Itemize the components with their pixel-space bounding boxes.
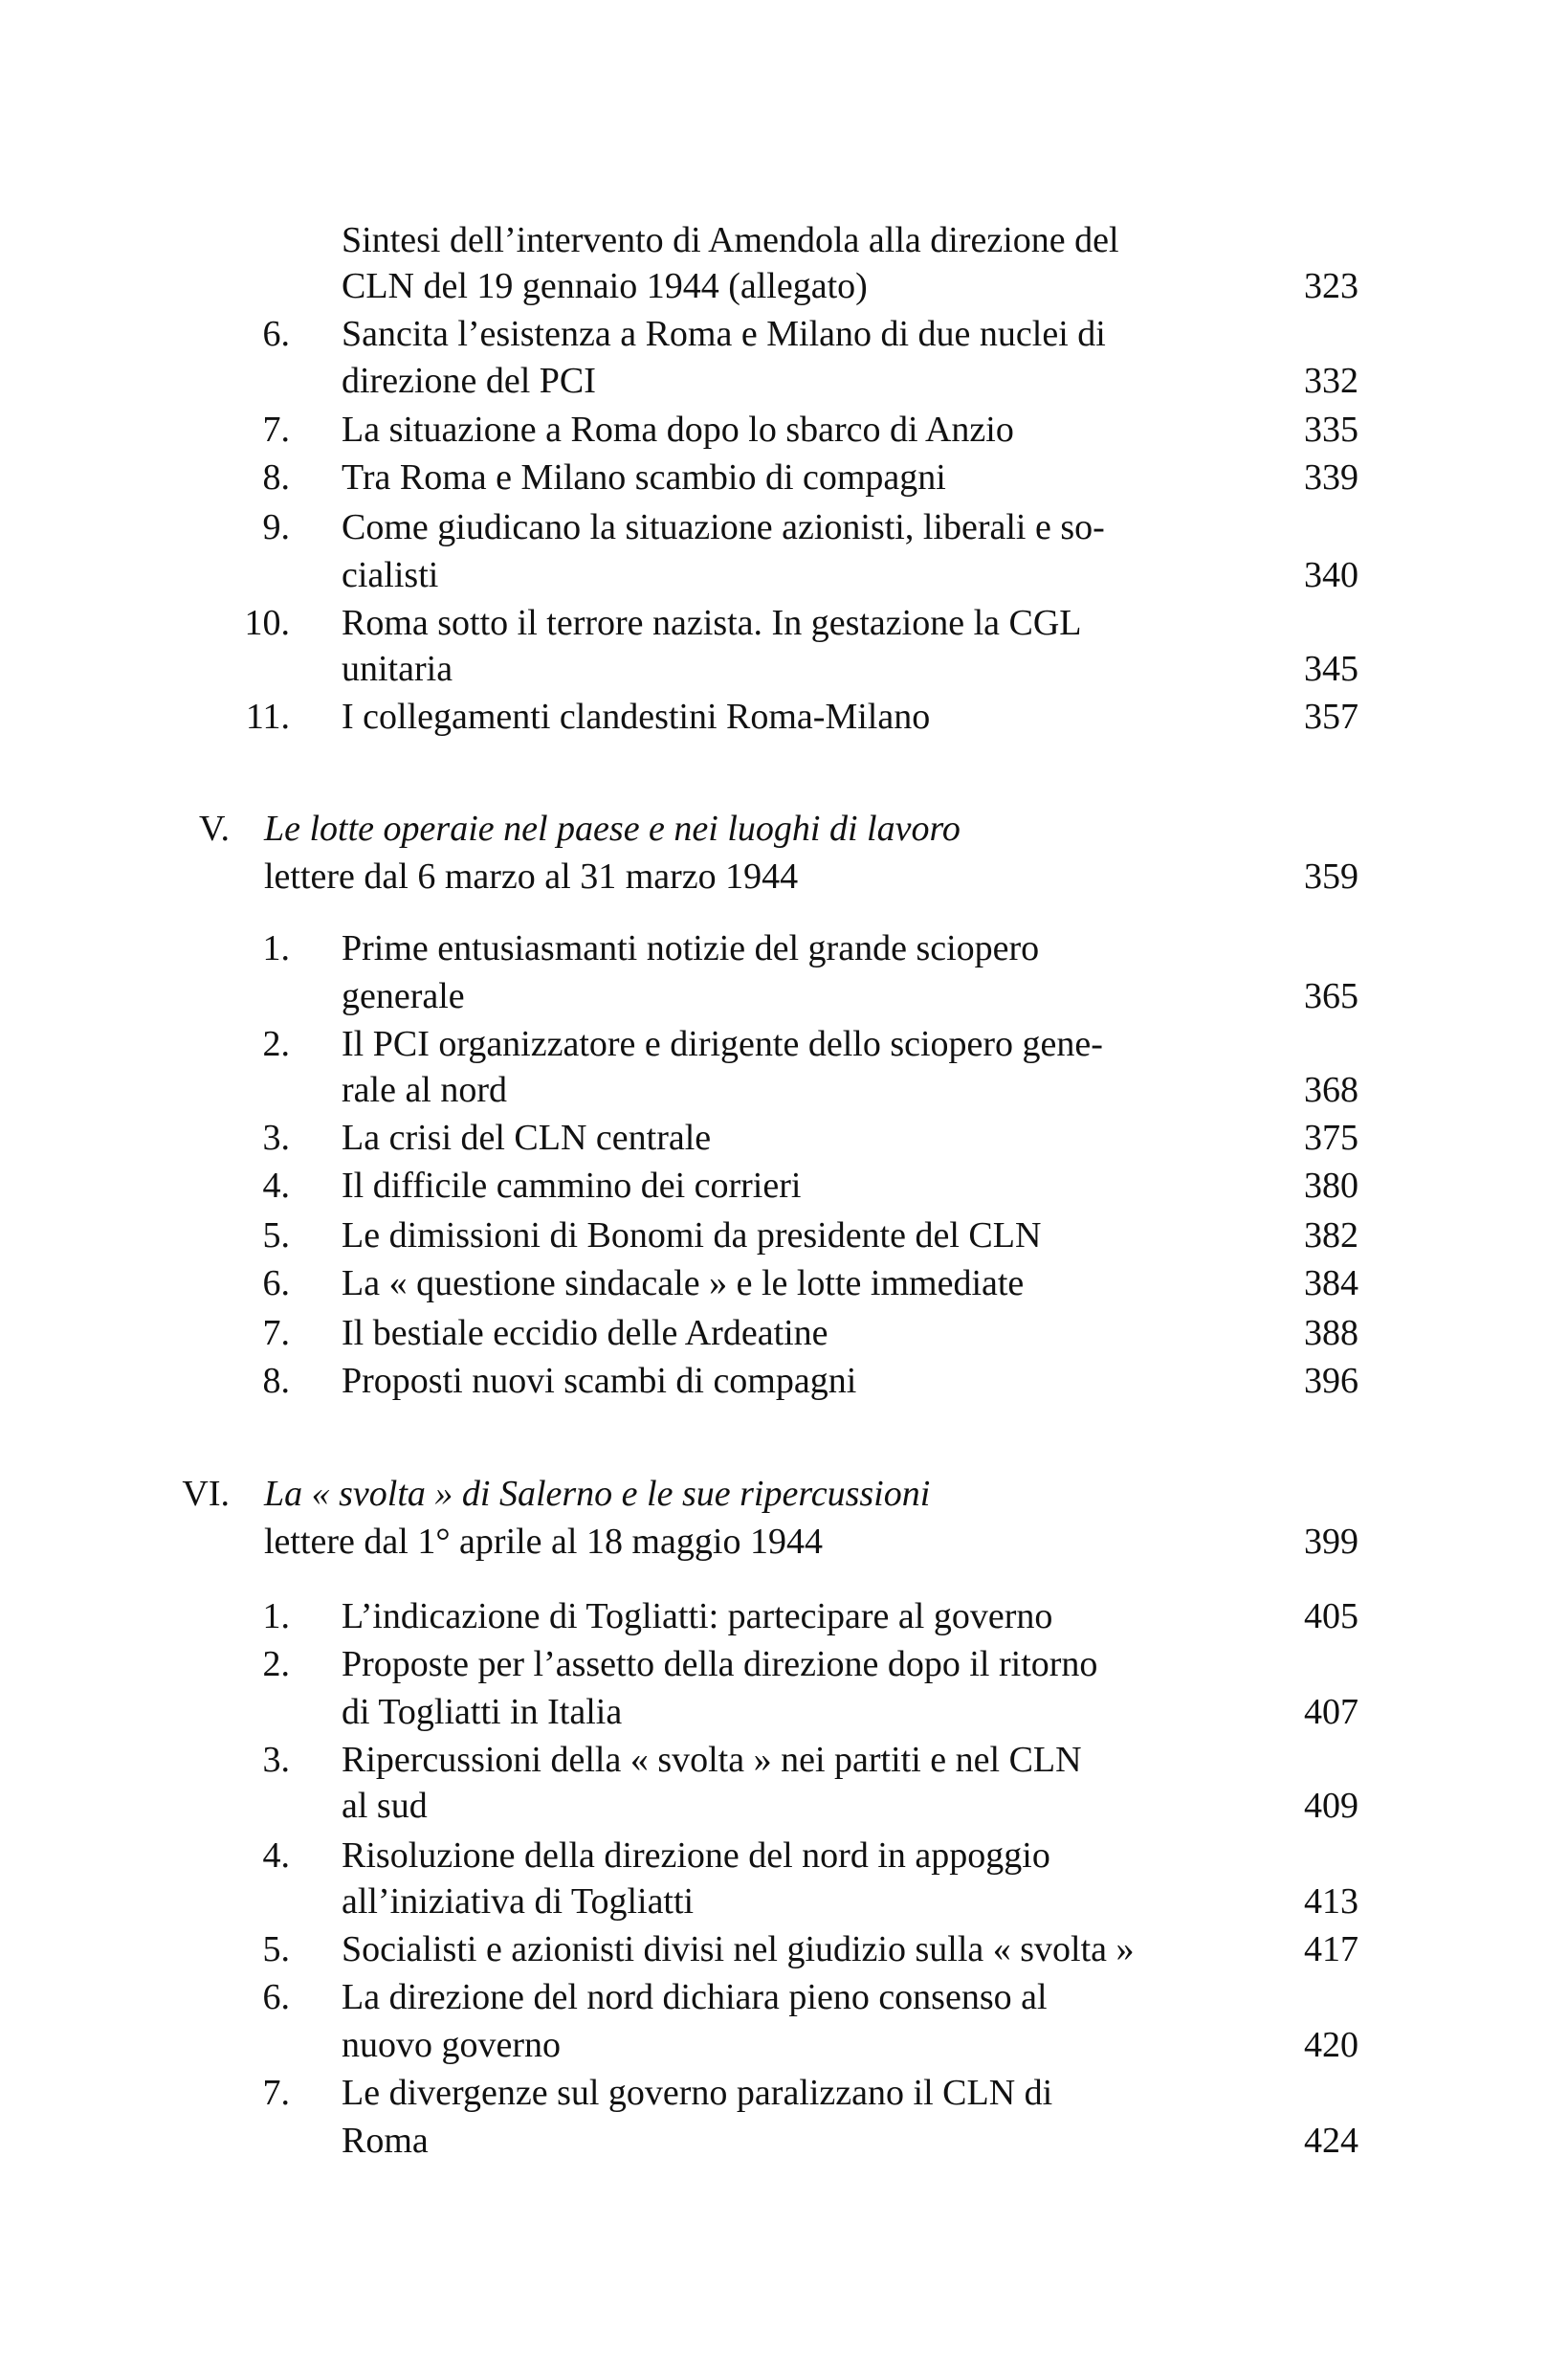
page-number: 407: [1304, 1692, 1358, 1732]
entry-number: 8.: [262, 457, 290, 498]
toc-entry: [0, 1925, 1568, 1973]
page-number: 405: [1304, 1596, 1358, 1636]
entry-number: 7.: [262, 410, 290, 450]
page-number: 384: [1304, 1263, 1358, 1303]
page-number: 388: [1304, 1313, 1358, 1353]
entry-text: Sancita l’esistenza a Roma e Milano di due nuclei di: [342, 314, 1106, 354]
page-number: 382: [1304, 1215, 1358, 1256]
entry-text: Roma sotto il terrore nazista. In gestazione la CGL: [342, 603, 1082, 643]
page-number: 332: [1304, 361, 1358, 401]
page-number: 340: [1304, 555, 1358, 595]
toc-entry-line2: [0, 551, 1568, 599]
entry-text: La situazione a Roma dopo lo sbarco di Anzio: [342, 410, 1014, 450]
chapter-number: V.: [198, 809, 230, 849]
entry-text: Le dimissioni di Bonomi da presidente del CLN: [342, 1215, 1042, 1256]
entry-text: di Togliatti in Italia: [342, 1692, 623, 1732]
toc-entry-line2: [0, 2021, 1568, 2069]
toc-entry: [0, 1020, 1568, 1068]
toc-entry-line2: [0, 972, 1568, 1020]
chapter-title: La « svolta » di Salerno e le sue ripercussioni: [264, 1474, 931, 1514]
toc-entry: [0, 310, 1568, 358]
toc-entry: [0, 1309, 1568, 1357]
chapter-subtitle-line: [0, 1518, 1568, 1566]
chapter-title: Le lotte operaie nel paese e nei luoghi di lavoro: [264, 809, 961, 849]
entry-text: Come giudicano la situazione azionisti, liberali e so-: [342, 507, 1105, 547]
entry-text: Il difficile cammino dei corrieri: [342, 1166, 802, 1206]
entry-number: 2.: [262, 1644, 290, 1684]
toc-entry-line2: [0, 1688, 1568, 1736]
entry-text: rale al nord: [342, 1070, 508, 1110]
toc-entry: [0, 503, 1568, 551]
entry-number: 6.: [262, 1263, 290, 1303]
page-number: 417: [1304, 1929, 1358, 1969]
toc-entry: [0, 1357, 1568, 1405]
entry-number: 11.: [245, 697, 290, 737]
entry-text: generale: [342, 976, 465, 1016]
entry-text: I collegamenti clandestini Roma-Milano: [342, 697, 931, 737]
entry-text: cialisti: [342, 555, 439, 595]
page-number: 339: [1304, 457, 1358, 498]
page-number: 409: [1304, 1786, 1358, 1826]
page-number: 380: [1304, 1166, 1358, 1206]
toc-entry-line2: [0, 645, 1568, 693]
entry-number: 7.: [262, 1313, 290, 1353]
entry-number: 10.: [244, 603, 290, 643]
entry-text: nuovo governo: [342, 2025, 562, 2065]
toc-entry-line2: [0, 1878, 1568, 1925]
toc-entry: [0, 454, 1568, 501]
toc-entry: [0, 1592, 1568, 1640]
chapter-subtitle: lettere dal 6 marzo al 31 marzo 1944: [264, 856, 799, 897]
entry-number: 1.: [262, 928, 290, 968]
entry-number: 9.: [262, 507, 290, 547]
toc-entry-continued-line2: [0, 262, 1568, 310]
entry-number: 1.: [262, 1596, 290, 1636]
toc-entry-continued: [0, 216, 1568, 264]
chapter-heading: [0, 1470, 1568, 1518]
entry-text: Ripercussioni della « svolta » nei partiti e nel CLN: [342, 1740, 1082, 1780]
chapter-subtitle: lettere dal 1° aprile al 18 maggio 1944: [264, 1522, 823, 1562]
toc-entry: [0, 1736, 1568, 1784]
toc-entry-line2: [0, 1066, 1568, 1114]
chapter-subtitle-line: [0, 853, 1568, 900]
entry-number: 8.: [262, 1361, 290, 1401]
entry-text: Roma: [342, 2121, 429, 2161]
entry-number: 3.: [262, 1740, 290, 1780]
toc-entry-line2: [0, 357, 1568, 405]
entry-text: Il PCI organizzatore e dirigente dello sciopero gene-: [342, 1024, 1103, 1064]
toc-entry: [0, 1640, 1568, 1688]
entry-text: La crisi del CLN centrale: [342, 1118, 712, 1158]
toc-entry: [0, 599, 1568, 647]
entry-text: direzione del PCI: [342, 361, 596, 401]
entry-number: 2.: [262, 1024, 290, 1064]
entry-text: Socialisti e azionisti divisi nel giudizio sulla « svolta »: [342, 1929, 1135, 1969]
toc-entry: [0, 1114, 1568, 1162]
page-number: 424: [1304, 2121, 1358, 2161]
entry-text: L’indicazione di Togliatti: partecipare al governo: [342, 1596, 1053, 1636]
entry-number: 7.: [262, 2073, 290, 2113]
entry-text: al sud: [342, 1786, 428, 1826]
page-number: 345: [1304, 649, 1358, 689]
entry-text: Proposti nuovi scambi di compagni: [342, 1361, 857, 1401]
entry-number: 5.: [262, 1215, 290, 1256]
toc-entry: [0, 406, 1568, 454]
toc-entry: [0, 2069, 1568, 2117]
entry-text: La « questione sindacale » e le lotte immediate: [342, 1263, 1025, 1303]
page-number: 357: [1304, 697, 1358, 737]
entry-text: La direzione del nord dichiara pieno consenso al: [342, 1977, 1048, 2017]
toc-entry: [0, 1832, 1568, 1879]
page-number: 413: [1304, 1881, 1358, 1922]
page-number: 365: [1304, 976, 1358, 1016]
entry-number: 6.: [262, 314, 290, 354]
entry-number: 5.: [262, 1929, 290, 1969]
entry-text: unitaria: [342, 649, 453, 689]
entry-text: Prime entusiasmanti notizie del grande sciopero: [342, 928, 1040, 968]
entry-text: Sintesi dell’intervento di Amendola alla direzione del: [342, 220, 1119, 260]
chapter-heading: [0, 805, 1568, 853]
toc-entry: [0, 1162, 1568, 1210]
page-number: 396: [1304, 1361, 1358, 1401]
page-number: 420: [1304, 2025, 1358, 2065]
toc-entry-line2: [0, 2117, 1568, 2165]
page-number: 359: [1304, 856, 1358, 897]
toc-entry: [0, 1973, 1568, 2021]
toc-entry: [0, 1259, 1568, 1307]
entry-text: all’iniziativa di Togliatti: [342, 1881, 695, 1922]
toc-entry: [0, 1212, 1568, 1259]
chapter-number: VI.: [182, 1474, 230, 1514]
page-number: 399: [1304, 1522, 1358, 1562]
entry-text: Le divergenze sul governo paralizzano il CLN di: [342, 2073, 1053, 2113]
entry-text: Proposte per l’assetto della direzione dopo il ritorno: [342, 1644, 1098, 1684]
toc-entry: [0, 693, 1568, 741]
entry-number: 6.: [262, 1977, 290, 2017]
entry-number: 4.: [262, 1166, 290, 1206]
entry-text: Risoluzione della direzione del nord in appoggio: [342, 1835, 1050, 1876]
page-number: 335: [1304, 410, 1358, 450]
entry-number: 3.: [262, 1118, 290, 1158]
entry-text: CLN del 19 gennaio 1944 (allegato): [342, 266, 868, 306]
page-number: 323: [1304, 266, 1358, 306]
entry-text: Tra Roma e Milano scambio di compagni: [342, 457, 946, 498]
entry-number: 4.: [262, 1835, 290, 1876]
page-number: 375: [1304, 1118, 1358, 1158]
toc-entry: [0, 924, 1568, 972]
page-number: 368: [1304, 1070, 1358, 1110]
entry-text: Il bestiale eccidio delle Ardeatine: [342, 1313, 828, 1353]
toc-entry-line2: [0, 1782, 1568, 1830]
